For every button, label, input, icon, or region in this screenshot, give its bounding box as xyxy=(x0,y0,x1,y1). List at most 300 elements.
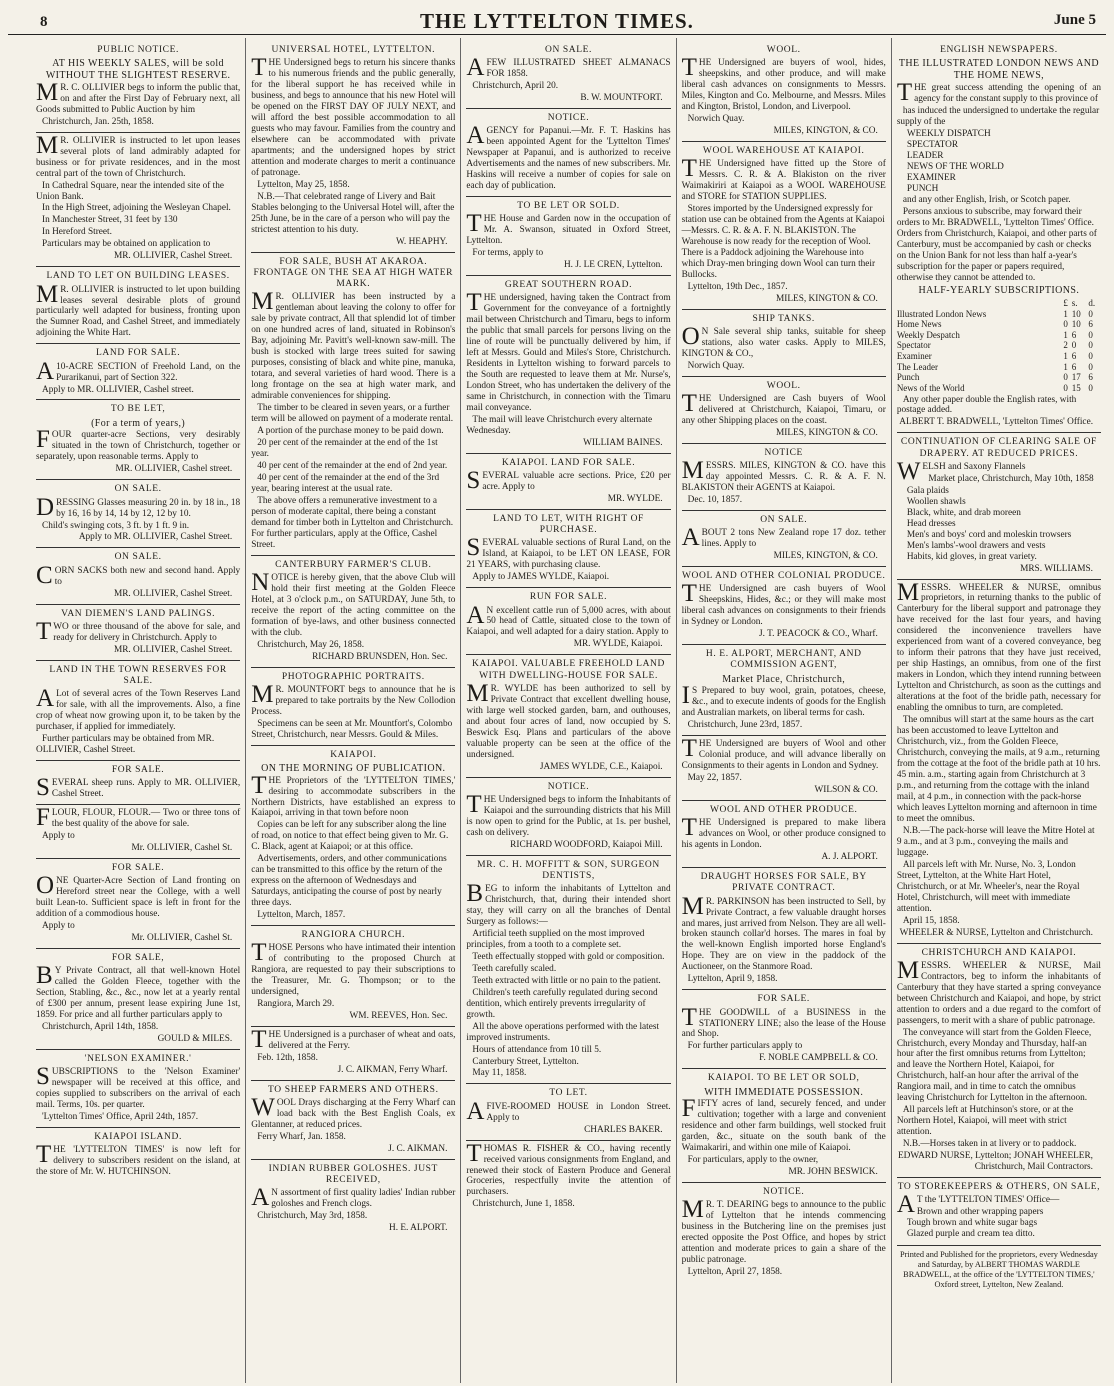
rates-cell: 0 xyxy=(1088,308,1093,319)
rates-row xyxy=(897,340,1101,351)
ad-body: A10-ACRE SECTION of Freehold Land, on the Purarikanui, part of Section 322. xyxy=(36,357,241,385)
advertisement xyxy=(897,580,1101,944)
ad-heading: LAND TO LET, WITH RIGHT OF PURCHASE. xyxy=(493,514,644,536)
rates-cell: Spectator xyxy=(896,340,931,351)
ad-line: 'Lyttelton Times' Office, April 24th, 1857. xyxy=(42,1111,199,1122)
ad-line: All the above operations performed with the latest improved instruments. xyxy=(466,1021,660,1043)
ad-body: MESSRS. WHEELER & NURSE, Mail Contractors, beg to inform the inhabitants of Canterbury that they have started a spring conveyance between Christchurch and Kaiapoi, and hope, by strict attention to orders and a due regard to the comfort of passengers, to merit with a share of public patronage. xyxy=(896,956,1102,1026)
rates-cell: 0 xyxy=(1088,382,1093,393)
ad-signature: Mr. OLLIVIER, Cashel St. xyxy=(131,842,233,853)
rates-cell: 2 xyxy=(1063,340,1068,351)
ad-signature: CHARLES BAKER. xyxy=(584,1124,663,1135)
ad-signature: Apply to MR. OLLIVIER, Cashel Street. xyxy=(78,532,233,543)
ad-heading: FOR SALE. xyxy=(757,994,810,1005)
rates-cell: News of the World xyxy=(896,382,965,393)
ad-heading: LAND IN THE TOWN RESERVES FOR SALE. xyxy=(49,664,227,686)
ad-body: DRESSING Glasses measuring 20 in. by 18 in., 18 by 16, 16 by 14, 14 by 12, 12 by 10. xyxy=(36,493,241,521)
ad-line: Any other paper double the English rates, with postage added. xyxy=(896,394,1077,416)
rates-row xyxy=(897,319,1101,330)
advertisement xyxy=(466,276,670,454)
advertisement xyxy=(251,1027,455,1081)
ad-list-item: Men's and boys' cord and moleskin trowsers xyxy=(906,529,1072,540)
advertisement xyxy=(466,510,670,588)
ad-line: Feb. 12th, 1858. xyxy=(257,1053,318,1064)
ad-signature: GOULD & MILES. xyxy=(157,1033,233,1044)
ad-line: The omnibus will start at the same hours as the cart has been accustomed to leave Lyttelton and Christchurch, viz., from the Golden Fleece, Christchurch, conveying the mails, at 9 a.m., returning from the cottage at the foot of the bridle path at 10 hrs. 45 min. a.m., starting again from Christchurch at 3 p.m., and returning from the cottage with the inland mail, at 4 p.m., in connection with the pack-horse which leaves Lyttelton morning and afternoon in time to meet the omnibus. xyxy=(896,715,1101,824)
advertisement xyxy=(897,1178,1101,1246)
advertisement xyxy=(36,761,240,805)
ad-body: THE Undersigned are buyers of Wool and other Colonial produce, and will advance liberally on Consignments to their agents in London and Sydney. xyxy=(681,735,886,772)
ad-heading: WOOL WAREHOUSE AT KAIAPOI. xyxy=(702,145,865,156)
rates-cell: 15 xyxy=(1071,382,1081,393)
ad-body: THE undersigned, having taken the Contract from Government for the conveyance of a fortnightly mail between Christchurch and Timaru, begs to inform the public that small parcels for persons living on the line of route will be punctually delivered by him, if left at Messrs. Gould and Miles's Store, Christchurch. Residents in Lyttelton wishing to forward parcels to the South are requested to leave them at Mr. Nurse's, London Street, who has undertaken the delivery of the same in Christchurch, in connection with the Timaru mail conveyance. xyxy=(466,289,671,414)
ad-body: MR. OLLIVIER is instructed to let upon building leases several desirable plots of ground particularly well adapted for business, fronting upon the Sumner Road, and Cashel Street, and immediately adjoining the White Hart. xyxy=(36,280,241,339)
ad-body: THE GOODWILL of a BUSINESS in the STATIONERY LINE; also the lease of the House and Shop. xyxy=(681,1003,886,1040)
ad-list-item: EXAMINER xyxy=(906,172,956,183)
ad-signature: MR. WYLDE. xyxy=(607,494,663,505)
rates-cell: Examiner xyxy=(896,351,932,362)
ad-signature: A. J. ALPORT. xyxy=(821,852,878,863)
ad-heading: LAND TO LET ON BUILDING LEASES. xyxy=(46,271,230,282)
ad-body: FOUR quarter-acre Sections, very desirably situated in the town of Christchurch, together or separately, upon reasonable terms. Apply to xyxy=(36,426,241,463)
ad-body: SUBSCRIPTIONS to the 'Nelson Examiner' newspaper will be received at this office, and copies supplied to subscribers on the arrival of each mail. Terms, 10s. per quarter. xyxy=(36,1063,241,1110)
ad-body: SEVERAL sheep runs. Apply to MR. OLLIVIER, Cashel Street. xyxy=(36,774,241,802)
ad-heading: NOTICE xyxy=(764,447,803,458)
advertisement xyxy=(682,511,886,567)
ad-line: The conveyance will start from the Golden Fleece, Christchurch, every Monday and Thursday, half-an hour after the first omnibus returns from Lyttelton; and leave the Northern Hotel, Kaiapoi, for Christchurch, half-an hour after the arrival of the Rangiora mail, and in time to catch the omnibus leaving Christchurch for Lyttelton in the afternoon. xyxy=(896,1027,1092,1104)
subscription-rates-table xyxy=(897,298,1101,393)
advertisement xyxy=(36,133,240,268)
ad-body: WOOL Drays discharging at the Ferry Wharf can load back with the Best English Coals, ex Glentanner, at reduced prices. xyxy=(251,1094,456,1131)
rates-cell: 0 xyxy=(1088,340,1093,351)
ad-body: ON Sale several ship tanks, suitable for sheep stations, also water casks. Apply to MILES, KINGTON & CO., xyxy=(681,322,886,359)
ad-line: Norwich Quay. xyxy=(687,114,745,125)
ad-line: Dec. 10, 1857. xyxy=(687,495,743,506)
rates-cell: 6 xyxy=(1071,361,1077,372)
advertisement xyxy=(897,944,1101,1179)
ad-heading: KAIAPOI. TO BE LET OR SOLD, xyxy=(707,1073,860,1084)
ad-heading: LAND FOR SALE. xyxy=(96,348,181,359)
ad-heading: DRAUGHT HORSES FOR SALE, BY PRIVATE CONTRACT. xyxy=(700,872,867,894)
imprint: Printed and Published for the proprietors, every Wednesday and Saturday, by ALBERT THOMAS WARDLE BRADWELL, at the office of the 'LYTTELTON TIMES,' Oxford street, Lyttelton, New Zealand. xyxy=(900,1250,1098,1290)
ad-line: Christchurch, May 26, 1858. xyxy=(257,639,365,650)
ad-heading: CANTERBURY FARMER'S CLUB. xyxy=(275,559,432,570)
rates-cell: 1 xyxy=(1063,308,1068,319)
ad-line: Particulars may be obtained on application to xyxy=(42,239,211,250)
ad-signature: J. C. AIKMAN, Ferry Wharf. xyxy=(337,1065,448,1076)
ad-heading: ON SALE. xyxy=(760,515,808,526)
ad-body: THE House and Garden now in the occupation of Mr. A. Swanson, situated in Oxford Street, Lyttelton. xyxy=(466,210,671,247)
ad-heading: FOR SALE, BUSH AT AKAROA. FRONTAGE ON THE SEA AT HIGH WATER MARK. xyxy=(253,256,454,290)
ad-line: Apply to xyxy=(42,920,75,931)
ad-list-item: Head dresses xyxy=(906,518,956,529)
ad-heading: WOOL. xyxy=(766,380,801,391)
ad-body: MR. OLLIVIER is instructed to let upon leases several plots of land admirably adapted for business or for private residences, and in the most central part of the town of Christchurch. xyxy=(36,131,241,179)
advertisement xyxy=(682,444,886,511)
ad-line: N.B.—Horses taken in at livery or to paddock. xyxy=(902,1139,1077,1150)
rates-cell: 1 xyxy=(1063,361,1068,372)
ad-signature: W. HEAPHY. xyxy=(396,236,448,247)
ad-signature: H. J. LE CREN, Lyttelton. xyxy=(563,260,663,271)
ad-line: Apply to xyxy=(42,830,75,841)
advertisement xyxy=(682,310,886,377)
rates-cell: 1 xyxy=(1063,329,1068,340)
ad-body: BY Private Contract, all that well-known Hotel called the Golden Fleece, together with the Section, Stabling, &c., &c., now let at a yearly rental of £300 per annum, present lease expiring June 1st, 1859. For price and all further particulars apply to xyxy=(36,962,241,1020)
ad-signature: WILLIAM BAINES. xyxy=(583,437,663,448)
advertisement xyxy=(251,926,455,1027)
advertisement xyxy=(36,344,240,400)
rates-row xyxy=(897,372,1101,383)
ad-line: Copies can be left for any subscriber along the line of road, on notice to that effect being given to Mr. G. C. Black, agent at Kaiapoi; or at this office. xyxy=(251,820,449,853)
ad-list-item: Habits, kid gloves, in great variety. xyxy=(906,551,1037,562)
ad-list xyxy=(897,1207,1101,1240)
ad-body: THE Undersigned is prepared to make libera advances on Wool, or other produce consigned to his agents in London. xyxy=(681,814,886,851)
rates-cell: 0 xyxy=(1088,329,1093,340)
advertisement xyxy=(36,661,240,761)
ad-body: MR. WYLDE has been authorized to sell by Private Contract that excellent dwelling house, with large well stocked garden, barn, and outhouses, and about four acres of land, now occupied by S. Beswick Esq. Plans and particulars of the above valuable property can be seen at the office of the undersigned. xyxy=(466,679,671,760)
ad-line: 40 per cent of the remainder at the end of 2nd year. xyxy=(257,460,448,471)
ad-heading: TO SHEEP FARMERS AND OTHERS. xyxy=(268,1085,439,1096)
ad-line: Apply to JAMES WYLDE, Kaiapoi. xyxy=(472,572,610,583)
rates-cell: 0 xyxy=(1063,372,1068,383)
ad-heading: KAIAPOI. VALUABLE FREEHOLD LAND WITH DWELLING-HOUSE FOR SALE. xyxy=(472,659,665,681)
ad-body: AFEW ILLUSTRATED SHEET ALMANACS FOR 1858. xyxy=(466,54,671,82)
ad-line: All parcels left at Hutchinson's store, or at the Northern Hotel, Kaiapoi, will meet with strict attention. xyxy=(896,1105,1074,1138)
advertisement xyxy=(466,454,670,510)
ad-signature: MR. WYLDE, Kaiapoi. xyxy=(573,639,663,650)
ad-body: CORN SACKS both new and second hand. Apply to xyxy=(36,561,241,589)
ad-body: ONE Quarter-Acre Section of Land fronting on Hereford street near the College, with a well built Lean-to. Sufficient space is left in front for the addition of a commodious house. xyxy=(36,872,241,919)
ad-signature: MRS. WILLIAMS. xyxy=(1020,563,1094,574)
ad-line: and any other English, Irish, or Scotch paper. xyxy=(902,195,1071,206)
ad-body: THE Undersigned are buyers of wool, hides, sheepskins, and other produce, and will make liberal cash advances on consignments to Messrs. Miles, Kington and Co. Melbourne, and Messrs. Miles and Kington, Bristol, London, and Liverpool. xyxy=(681,54,886,113)
ad-heading: FOR SALE. xyxy=(111,764,165,775)
ad-heading: WOOL AND OTHER PRODUCE. xyxy=(709,805,858,816)
ad-list-item: SPECTATOR xyxy=(906,139,959,150)
rates-cell: 0 xyxy=(1071,340,1077,351)
rates-cell: Illustrated London News xyxy=(896,308,987,319)
advertisement xyxy=(682,41,886,142)
ad-line: Stores imported by the Undersigned expressly for station use can be obtained from the Agents at Kaiapoi—Messrs. C. R. & A. F. N. BLAKISTON. The Warehouse is now ready for the reception of Wool. There is a Paddock adjoining the Warehouse into which Dray-men bringing down Wool can turn their Bullocks. xyxy=(681,204,885,280)
ad-body: MESSRS. MILES, KINGTON & CO. have this day appointed Messrs. C. R. & A. F. N. BLAKISTON their AGENTS at Kaiapoi. xyxy=(681,457,886,494)
ad-heading: INDIAN RUBBER GOLOSHES. JUST RECEIVED, xyxy=(268,1164,438,1186)
ad-line: The mail will leave Christchurch every alternate Wednesday. xyxy=(466,415,653,436)
masthead xyxy=(8,0,1106,35)
column-1 xyxy=(8,38,245,1383)
ad-heading: KAIAPOI. xyxy=(330,749,377,760)
ad-list-item: Woollen shawls xyxy=(906,496,966,507)
ad-heading: WOOL AND OTHER COLONIAL PRODUCE. xyxy=(681,571,886,582)
ad-body: NOTICE is hereby given, that the above Club will hold their first meeting at the Golden Fleece Hotel, at 3 o'clock p.m., on SATURDAY, June 5th, to receive the report of the acting committee on the formation of bye-laws, and other business connected with the club. xyxy=(251,568,456,638)
ad-body: IS Prepared to buy wool, grain, potatoes, cheese, &c., and to execute indents of goods for the English and Australian markets, on liberal terms for cash. xyxy=(681,682,886,719)
ad-signature: J. C. AIKMAN. xyxy=(388,1144,448,1155)
ad-line: has induced the undersigned to undertake the regular supply of the xyxy=(896,105,1100,127)
column-3 xyxy=(460,38,675,1383)
advertisement xyxy=(682,1069,886,1183)
advertisement xyxy=(251,556,455,668)
rates-cell: Home News xyxy=(896,319,942,330)
ad-signature: MR. OLLIVIER, Cashel street. xyxy=(115,464,233,475)
ad-line: Christchurch, May 3rd, 1858. xyxy=(257,1211,368,1222)
ad-heading: TO LET. xyxy=(549,1088,588,1099)
ad-line: Lyttelton, 19th Dec., 1857. xyxy=(687,281,788,292)
advertisement xyxy=(36,548,240,604)
rates-cell: 0 xyxy=(1088,351,1093,362)
ad-line: In Hereford Street. xyxy=(42,227,112,238)
ad-list-item: Gala plaids xyxy=(906,485,949,496)
advertisement xyxy=(466,197,670,276)
ad-heading: RUN FOR SALE. xyxy=(529,592,608,603)
ad-heading: FOR SALE, xyxy=(111,952,165,963)
ad-body: FLOUR, FLOUR, FLOUR.— Two or three tons of the best quality of the above for sale. xyxy=(36,804,241,832)
rates-cell: 10 xyxy=(1071,319,1081,330)
ad-heading: NOTICE. xyxy=(763,1187,805,1198)
rates-cell: Weekly Despatch xyxy=(896,329,960,340)
advertisement xyxy=(682,567,886,645)
page-number: 8 xyxy=(40,14,48,30)
advertisement xyxy=(251,1160,455,1238)
ad-line: May 11, 1858. xyxy=(472,1068,527,1079)
ad-heading: PUBLIC NOTICE. xyxy=(97,45,179,55)
ad-body: FIFTY acres of land, securely fenced, and under cultivation; together with a large and convenient residence and other farm buildings, well stocked fruit garden, &c., situate on the south bank of the Waimakariri, and within one mile of Kaiapoi. xyxy=(681,1095,886,1154)
rates-cell: The Leader xyxy=(896,361,939,372)
ad-line: Rangiora, March 29. xyxy=(257,999,335,1010)
ad-heading: SHIP TANKS. xyxy=(752,313,815,324)
advertisement xyxy=(682,736,886,801)
advertisement xyxy=(897,433,1101,579)
ad-list-item: PUNCH xyxy=(906,183,939,194)
ad-body: MESSRS. WHEELER & NURSE, omnibus proprietors, in returning thanks to the public of Canterbury for the liberal support and patronage they have received for the last four years, and having considered the inconvenience travellers have experienced from want of a covered conveyance, beg to inform their patrons that they have just received, per ship Hastings, an omnibus, from one of the first makers in London, which they intend running between Lyttelton and Christchurch, as soon as the cuttings and alterations at the foot of the bridle path, necessary for enabling the omnibus to turn, are completed. xyxy=(896,578,1102,714)
ad-signature: MILES, KINGTON & CO. xyxy=(775,293,878,304)
ad-body: AN assortment of first quality ladies' Indian rubber goloshes and French clogs. xyxy=(251,1184,456,1212)
ad-body: ABOUT 2 tons New Zealand rope 17 doz. tether lines. Apply to xyxy=(681,524,886,552)
rates-cell: 0 xyxy=(1063,319,1068,330)
ad-heading: KAIAPOI ISLAND. xyxy=(94,1131,182,1142)
ad-line: The above offers a remunerative investment to a person of moderate capital, there being a constant demand for timber both in Lyttelton and Christchurch. For further particulars, apply at the Office, Cashel Street. xyxy=(251,495,454,550)
ad-line: N.B.—That celebrated range of Livery and Bait Stables belonging to the Universal Hotel will, after the 25th June, be in the care of a person who will pay the strictest attention to his duty. xyxy=(251,191,455,235)
ad-line: Children's teeth carefully regulated during second dentition, which entirely prevents irregularity of growth. xyxy=(466,987,658,1020)
ad-subheading: Market Place, Christchurch, xyxy=(722,673,846,685)
ad-signature: MR. JOHN BESWICK. xyxy=(788,1167,878,1178)
advertisement xyxy=(682,990,886,1069)
ad-body: MR. T. DEARING begs to announce to the public of Lyttelton that he intends commencing business in the Butchering line on the premises just erected opposite the Post Office, and hopes by strict attention and moderate prices to gain a share of the public patronage. xyxy=(681,1196,886,1266)
ad-heading: 'NELSON EXAMINER.' xyxy=(84,1053,192,1064)
ad-signature: MR. OLLIVIER, Cashel Street. xyxy=(113,588,233,599)
advertisement xyxy=(36,480,240,548)
ad-signature: ALBERT T. BRADWELL, 'Lyttelton Times' Office. xyxy=(899,417,1094,428)
column-2 xyxy=(245,38,460,1383)
advertisement xyxy=(36,859,240,949)
ad-heading: NOTICE. xyxy=(547,113,590,124)
ad-line: Lyttelton, March, 1857. xyxy=(257,910,346,921)
ad-line: May 22, 1857. xyxy=(687,773,742,784)
rates-cell: 10 xyxy=(1071,308,1081,319)
ad-heading: VAN DIEMEN'S LAND PALINGS. xyxy=(61,608,216,619)
ad-body: MR. MOUNTFORT begs to announce that he is prepared to take portraits by the New Collodion Process. xyxy=(251,680,456,717)
ad-body: THE Undersigned is a purchaser of wheat and oats, delivered at the Ferry. xyxy=(251,1026,456,1054)
ad-line: 40 per cent of the remainder at the end of the 3rd year, bearing interest at the usual rate. xyxy=(251,472,440,494)
advertisement xyxy=(36,41,240,133)
advertisement xyxy=(682,1183,886,1282)
ad-line: Apply to MR. OLLIVIER, Cashel street. xyxy=(42,384,194,395)
advertisement xyxy=(466,109,670,197)
rates-header-cell: s. xyxy=(1071,298,1078,309)
ad-list-item: Men's lambs'-wool drawers and vests xyxy=(906,540,1046,551)
ad-line: In the High Street, adjoining the Wesleyan Chapel. xyxy=(42,203,231,214)
rates-cell: 17 xyxy=(1071,372,1081,383)
ad-list-item: Glazed purple and cream tea ditto. xyxy=(906,1229,1035,1240)
ad-list-item: Black, white, and drab moreen xyxy=(906,507,1021,518)
ad-line: In Manchester Street, 31 feet by 130 xyxy=(42,215,178,226)
advertisement xyxy=(682,868,886,990)
ad-line: Advertisements, orders, and other communications can be transmitted to this office by the return of the express on the afternoon of Wednesdays and Saturdays, anticipating the course of post by nearly three days. xyxy=(251,854,447,909)
advertisement xyxy=(36,1050,240,1128)
ad-heading: ON SALE. xyxy=(114,484,162,495)
advertisement xyxy=(466,588,670,655)
ad-body: THOSE Persons who have intimated their intention of contributing to the proposed Church at Rangiora, are requested to pay their subscriptions to the Treasurer, Mr. G. Thompson; or to the undersigned, xyxy=(251,939,456,998)
ad-body: SEVERAL valuable sections of Rural Land, on the Island, at Kaiapoi, to be LET ON LEASE, FOR 21 YEARS, with purchasing clause. xyxy=(466,534,671,571)
ad-body: THE Proprietors of the 'LYTTELTON TIMES,' desiring to accommodate subscribers in the Northern Districts, have established an express to Kaiapoi, arriving in that town before noon xyxy=(251,771,456,819)
ad-heading: FOR SALE. xyxy=(111,862,165,873)
ad-signature: Mr. OLLIVIER, Cashel St. xyxy=(131,932,233,943)
advertisement xyxy=(682,801,886,868)
ad-line: All parcels left with Mr. Nurse, No. 3, London Street, Lyttelton, at the White Hart Hotel, Christchurch, or at Mr. Wheeler's, near the Royal Hotel, Christchurch, will meet with immediate attention. xyxy=(896,859,1080,914)
newspaper-title: THE LYTTELTON TIMES. xyxy=(420,9,694,33)
rates-header-cell xyxy=(897,298,1064,309)
ad-body: THE Undersigned begs to inform the Inhabitants of Kaiapoi and the surrounding districts that his Mill is now open to grind for the Public, at 1s. per bushel, cash on delivery. xyxy=(466,790,671,838)
ad-subheading: THE ILLUSTRATED LONDON NEWS AND THE HOME NEWS, xyxy=(898,58,1099,81)
ad-line: Christchurch, April 14th, 1858. xyxy=(42,1021,159,1032)
ad-signature: MILES, KINGTON, & CO. xyxy=(773,126,878,137)
ad-heading: RANGIORA CHURCH. xyxy=(301,930,406,941)
ad-heading: PHOTOGRAPHIC PORTRAITS. xyxy=(281,671,425,682)
rates-row xyxy=(897,330,1101,341)
ad-signature: MR. OLLIVIER, Cashel Street. xyxy=(113,251,233,262)
ad-list xyxy=(897,486,1101,563)
advertisement xyxy=(466,41,670,109)
advertisement xyxy=(36,400,240,480)
ad-heading: KAIAPOI. LAND FOR SALE. xyxy=(501,457,636,468)
ad-list xyxy=(897,129,1101,195)
rates-cell: 0 xyxy=(1088,361,1093,372)
ad-line: For particulars, apply to the owner, xyxy=(687,1155,819,1166)
ad-line: Teeth effectually stopped with gold or composition. xyxy=(472,951,665,962)
advertisement xyxy=(682,142,886,310)
ad-signature: WM. REEVES, Hon. Sec. xyxy=(349,1011,448,1022)
ad-heading: UNIVERSAL HOTEL, LYTTELTON. xyxy=(271,45,436,55)
rates-cell: 6 xyxy=(1088,372,1093,383)
ad-line: Child's swinging cots, 3 ft. by 1 ft. 9 in. xyxy=(42,520,190,531)
ad-heading: CHRISTCHURCH AND KAIAPOI. xyxy=(921,947,1077,958)
ad-body: THE great success attending the opening of an agency for the constant supply to this province of xyxy=(896,78,1102,106)
ad-signature: WHEELER & NURSE, Lyttelton and Christchurch. xyxy=(899,927,1094,938)
ad-body: SEVERAL valuable acre sections. Price, £20 per acre. Apply to xyxy=(466,467,671,495)
ad-line: Market place, Christchurch, May 10th, 1858 xyxy=(928,473,1094,484)
rates-cell: 6 xyxy=(1088,319,1093,330)
ad-signature: H. E. ALPORT. xyxy=(388,1223,448,1234)
rates-cell: Punch xyxy=(896,372,920,383)
ad-line: The timber to be cleared in seven years, or a further term will be allowed on payment of a moderate rental. xyxy=(251,402,454,424)
ad-body: THE 'LYTTELTON TIMES' is now left for delivery to subscribers resident on the island, at the store of Mr. W. HUTCHINSON. xyxy=(36,1141,241,1178)
ad-body: MR. C. OLLIVIER begs to inform the public that, on and after the First Day of February next, all Goods submitted to Public Auction by him xyxy=(36,78,241,115)
ad-signature: F. NOBLE CAMPBELL & CO. xyxy=(759,1053,878,1064)
ad-heading: CONTINUATION OF CLEARING SALE OF DRAPERY. AT REDUCED PRICES. xyxy=(900,437,1097,459)
advertisement xyxy=(466,778,670,856)
advertisement xyxy=(36,605,240,661)
ad-subheading: AT HIS WEEKLY SALES, will be sold WITHOUT THE SLIGHTEST RESERVE. xyxy=(45,58,231,81)
ad-line: Teeth carefully scaled. xyxy=(472,963,557,974)
ad-line: N.B.—The pack-horse will leave the Mitre Hotel at 9 a.m., and at 3 p.m., conveying the mails and luggage. xyxy=(896,825,1095,858)
ad-signature: B. W. MOUNTFORT. xyxy=(580,93,663,104)
ad-signature: RICHARD BRUNSDEN, Hon. Sec. xyxy=(312,651,448,662)
ad-subheading: WITH IMMEDIATE POSSESSION. xyxy=(704,1086,864,1098)
advertisement xyxy=(251,746,455,927)
ad-heading: MR. C. H. MOFFITT & SON, SURGEON DENTISTS, xyxy=(477,859,660,881)
ad-line: Christchurch, June 1, 1858. xyxy=(472,1199,575,1210)
ad-body: AFIVE-ROOMED HOUSE in London Street. Apply to xyxy=(466,1097,671,1125)
column-5 xyxy=(891,38,1106,1383)
ad-line: In Cathedral Square, near the intended site of the Union Bank. xyxy=(36,180,224,202)
ad-heading: WOOL. xyxy=(766,45,801,55)
ad-line: Hours of attendance from 10 till 5. xyxy=(472,1044,602,1055)
advertisement xyxy=(251,253,455,556)
ad-body: AT the 'LYTTELTON TIMES' Office— xyxy=(896,1191,1060,1219)
advertisement xyxy=(251,1081,455,1160)
ad-line: April 15, 1858. xyxy=(902,915,960,926)
ad-subheading: (For a term of years,) xyxy=(91,417,186,429)
advertisement xyxy=(36,949,240,1050)
ad-body: THE Undersigned are Cash buyers of Wool delivered at Christchurch, Kaiapoi, Timaru, or any other Shipping places on the coast. xyxy=(681,390,886,426)
ad-heading: ENGLISH NEWSPAPERS. xyxy=(940,45,1058,55)
ad-heading: ON SALE. xyxy=(114,552,162,563)
ad-body: AN excellent cattle run of 5,000 acres, with about 50 head of Cattle, situated close to the town of Kaiapoi, and well adapted for a dairy station. Apply to xyxy=(466,601,671,638)
ad-line: Canterbury Street, Lyttelton. xyxy=(472,1056,579,1067)
rates-header-cell: £ xyxy=(1063,298,1068,309)
ad-body: THOMAS R. FISHER & CO., having recently received various consignments from England, and renewed their stock of Eastern Produce and General Groceries, respectfully invite the attention of purchasers. xyxy=(466,1139,671,1198)
rates-row xyxy=(897,362,1101,373)
columns xyxy=(8,38,1106,1383)
ad-body: AGENCY for Papanui.—Mr. F. T. Haskins has been appointed Agent for the 'Lyttelton Times' Newspaper at Papanui, and is authorized to receive Advertisements and the names of new subscribers. Mr. Haskins will receive a number of copies for sale on each day of publication. xyxy=(466,122,671,192)
ad-body: TWO or three thousand of the above for sale, and ready for delivery in Christchurch. Apply to xyxy=(36,617,241,645)
advertisement xyxy=(466,1141,670,1215)
rates-row xyxy=(897,383,1101,394)
ad-line: Lyttelton, April 9, 1858. xyxy=(687,974,778,985)
ad-signature: WILSON & CO. xyxy=(814,785,878,796)
ad-heading: GREAT SOUTHERN ROAD. xyxy=(504,280,633,291)
ad-line: Teeth extracted with little or no pain to the patient. xyxy=(472,975,661,986)
ad-signature: MILES, KINGTON, & CO. xyxy=(773,551,878,562)
rates-cell: 1 xyxy=(1063,351,1068,362)
ad-signature: EDWARD NURSE, Lyttelton; JONAH WHEELER, Christchurch, Mail Contractors. xyxy=(897,1151,1094,1173)
rates-cell: 6 xyxy=(1071,351,1077,362)
rates-row xyxy=(897,351,1101,362)
advertisement xyxy=(466,1084,670,1140)
ad-heading: TO STOREKEEPERS & OTHERS, ON SALE, xyxy=(897,1182,1101,1193)
rates-heading: HALF-YEARLY SUBSCRIPTIONS. xyxy=(918,285,1080,297)
ad-heading: H. E. ALPORT, MERCHANT, AND COMMISSION AGENT, xyxy=(705,649,862,671)
ad-list-item: Brown and other wrapping papers xyxy=(916,1207,1044,1218)
advertisement xyxy=(36,1128,240,1182)
ad-body: ALot of several acres of the Town Reserves Land for sale, with all the improvements. Also, a fine crop of wheat now growing upon it, to be taken by the purchaser, if applied for immediately. xyxy=(36,685,241,732)
ad-signature: JAMES WYLDE, C.E., Kaiapoi. xyxy=(539,761,663,772)
ad-line: Christchurch, June 23rd, 1857. xyxy=(687,720,803,731)
ad-line: Specimens can be seen at Mr. Mountfort's, Colombo Street, Christchurch, near Messrs. Gould & Miles. xyxy=(251,718,453,740)
advertisement xyxy=(36,805,240,859)
ad-body: THE Undersigned have fitted up the Store of Messrs. C. R. & A. Blakiston on the river Waimakiriri at Kaiapoi as a WOOL WAREHOUSE and STORE for STATION SUPPLIES. xyxy=(681,155,886,203)
ad-heading: ON SALE. xyxy=(544,45,593,55)
ad-heading: TO BE LET OR SOLD. xyxy=(517,201,620,212)
ad-body: MR. PARKINSON has been instructed to Sell, by Private Contract, a few valuable draught horses and mares, just arrived from Nelson. They are all well-broken staunch collar'd horses. The mares in foal by the well-known English imported horse England's Hope. They are on view in the paddock of the Auctioneer, on the Stanmore Road. xyxy=(681,892,886,973)
